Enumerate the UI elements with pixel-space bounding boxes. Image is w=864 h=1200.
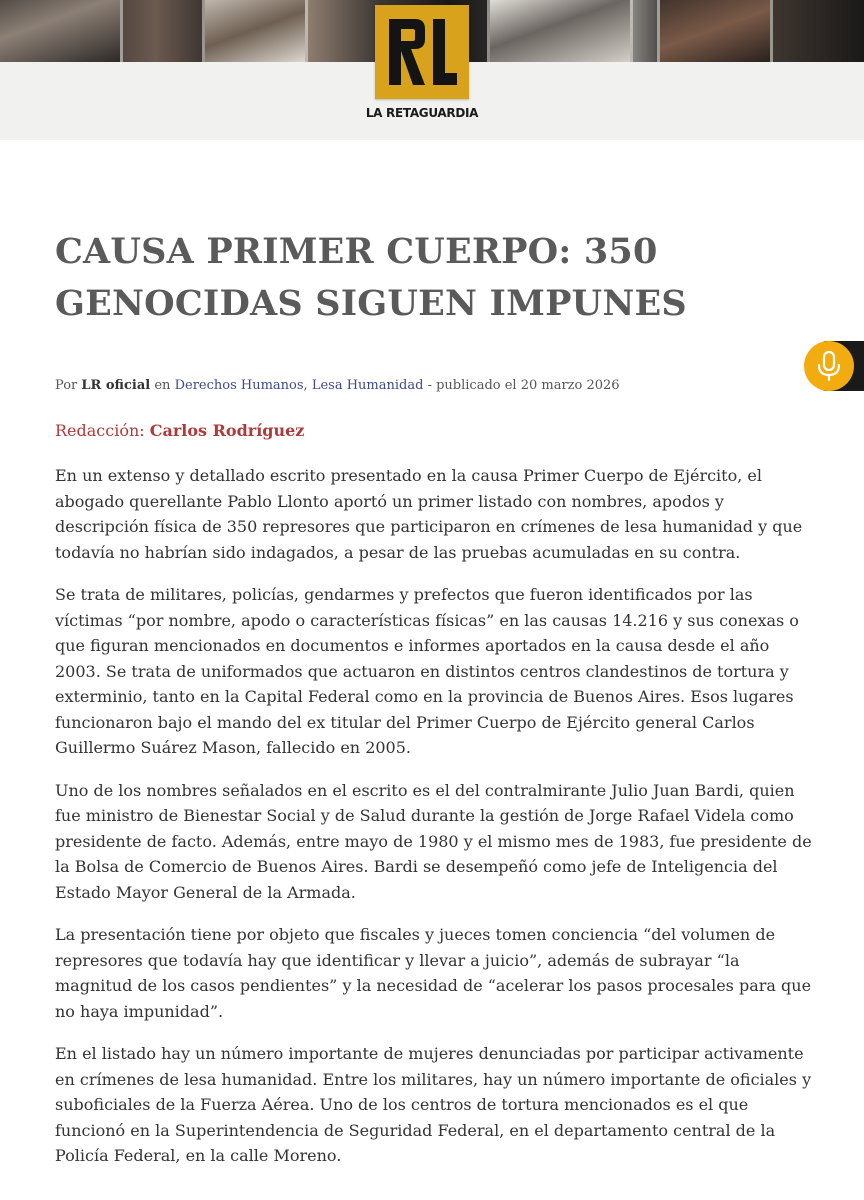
- article-paragraph: Uno de los nombres señalados en el escrito es el del contralmirante Julio Juan Bardi, quien fue ministro de Bienestar Social y de Salud durante la gestión de Jorge Rafael Videla como presidente de facto. Además, entre mayo de 1980 y el mismo mes de 1983, fue presidente de la Bolsa de Comercio de Buenos Aires. Bardi se desempeñó como jefe de Inteligencia del Estado Mayor General de la Armada.: [55, 780, 812, 902]
- article-paragraph: La presentación tiene por objeto que fiscales y jueces tomen conciencia “del volumen de represores que todavía hay que identificar y llevar a juicio”, además de subrayar “la magnitud de los casos pendientes” y la necesidad de “acelerar los pasos procesales para que no haya impunidad”.: [55, 925, 812, 1021]
- meta-by-label: Por: [55, 378, 78, 393]
- hero-photo: [0, 0, 120, 62]
- microphone-icon: [804, 341, 854, 391]
- logo-mark-icon: [375, 5, 469, 99]
- article-paragraph: En el listado hay un número importante de mujeres denunciadas por participar activamente en crímenes de lesa humanidad. Entre los militares, hay un número importante de oficiales y suboficiales de la Fuerza Aérea. Uno de los centros de tortura mencionados es el que funcionó en la Superintendencia de Seguridad Federal, en el departamento central de la Policía Federal, en la calle Moreno.: [55, 1044, 812, 1165]
- podcast-button[interactable]: [804, 341, 864, 391]
- meta-author[interactable]: LR oficial: [81, 378, 151, 393]
- meta-separator: ,: [303, 378, 308, 393]
- category-link-derechos-humanos[interactable]: Derechos Humanos: [174, 378, 304, 393]
- article-title: CAUSA PRIMER CUERPO: 350 GENOCIDAS SIGUEN IMPUNES: [55, 231, 687, 324]
- meta-in-label: en: [154, 378, 171, 393]
- hero-photo: [205, 0, 305, 62]
- site-logo[interactable]: [375, 5, 469, 99]
- category-link-lesa-humanidad[interactable]: Lesa Humanidad: [311, 378, 424, 393]
- byline-label: Redacción:: [55, 421, 145, 440]
- podcast-circle: [804, 341, 854, 391]
- hero-photo: [490, 0, 630, 62]
- article-byline: [55, 421, 304, 440]
- byline-author: Carlos Rodríguez: [149, 421, 305, 440]
- article-paragraph: Se trata de militares, policías, gendarmes y prefectos que fueron identificados por las víctimas “por nombre, apodo o características físicas” en las causas 14.216 y sus conexas o que figuran mencionados en documentos e informes aportados en la causa desde el año 2003. Se trata de uniformados que actuaron en distintos centros clandestinos de tortura y exterminio, tanto en la Capital Federal como en la provincia de Buenos Aires. Esos lugares funcionaron bajo el mando del ex titular del Primer Cuerpo de Ejército general Carlos Guillermo Suárez Mason, fallecido en 2005.: [55, 585, 799, 757]
- hero-photo: [660, 0, 770, 62]
- article-meta: [55, 378, 815, 393]
- article-body: [55, 463, 815, 1186]
- meta-published: - publicado el 20 marzo 2026: [427, 378, 620, 393]
- article-paragraph: En un extenso y detallado escrito presentado en la causa Primer Cuerpo de Ejército, el abogado querellante Pablo Llonto aportó un primer listado con nombres, apodos y descripción física de 350 represores que participaron en crímenes de lesa humanidad y que todavía no habrían sido indagados, a pesar de las pruebas acumuladas en su contra.: [55, 466, 803, 562]
- site-name: LA RETAGUARDIA: [365, 106, 479, 120]
